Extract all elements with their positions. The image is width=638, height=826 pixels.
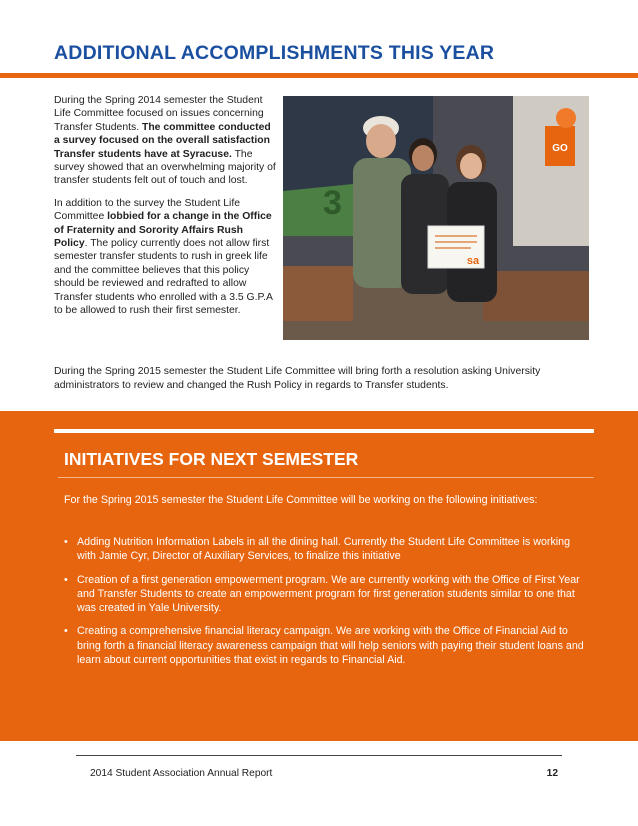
initiatives-list	[64, 535, 584, 676]
list-item	[64, 624, 584, 667]
survey-paragraph	[54, 94, 276, 188]
footer-rule	[76, 755, 562, 756]
committee-photo-illustration	[283, 96, 589, 340]
initiatives-heading-rule	[58, 477, 594, 478]
svg-text:3: 3	[323, 184, 342, 222]
initiative-text: Adding Nutrition Information Labels in all the dining hall. Currently the Student Life Committee is working with Jamie Cyr, Director of Auxiliary Services, to finalize this initiative	[77, 536, 571, 563]
initiative-text: Creating a comprehensive financial literacy campaign. We are working with the Office of Financial Aid to bring forth a financial literacy awareness campaign that will help seniors with paying their student loans and learn about current opportunities that exist in regards to Financial Aid.	[77, 625, 584, 666]
rush-policy-paragraph	[54, 197, 276, 318]
poster-text: GO	[552, 143, 568, 154]
committee-photo	[283, 96, 589, 340]
rush-resolution-paragraph: During the Spring 2015 semester the Student Life Committee will bring forth a resolution asking University administrators to review and changed the Rush Policy in regards to Transfer students.	[54, 366, 541, 391]
bullet-icon: •	[64, 625, 68, 638]
rush-highlight: lobbied for a change in the Office of Fraternity and Sorority Affairs Rush Policy	[54, 211, 272, 250]
sign-logo: sa	[466, 255, 480, 267]
initiatives-intro: For the Spring 2015 semester the Student Life Committee will be working on the following initiatives:	[64, 494, 538, 506]
initiative-text: Creation of a first generation empowerment program. We are currently working with the Office of First Year and Transfer Students to create an empowerment program for first generation students similar to one that was created in Yale University.	[77, 573, 580, 614]
rush-text-end: . The policy currently does not allow first semester transfer students to rush in greek life and the committee believes that this policy should be reviewed and redrafted to allow Transfer students who enrolled with a 3.5 G.P.A to be allowed to rush their first semester.	[54, 238, 273, 317]
initiatives-heading: INITIATIVES FOR NEXT SEMESTER	[64, 449, 359, 469]
initiatives-panel	[0, 411, 638, 741]
page-number: 12	[546, 768, 558, 779]
footer-report-name: 2014 Student Association Annual Report	[90, 768, 273, 779]
survey-text-start: During the Spring 2014 semester the Student Life Committee focused on issues concerning Transfer Students.	[54, 95, 264, 133]
list-item	[64, 535, 584, 563]
bullet-icon: •	[64, 536, 68, 548]
survey-highlight: The committee conducted a survey focused on the overall satisfaction Transfer students have at Syracuse.	[54, 121, 271, 160]
list-item	[64, 573, 584, 616]
survey-text-end: The survey showed that an overwhelming majority of transfer students felt out of touch and lost.	[54, 148, 276, 187]
title-underline-rule	[0, 73, 638, 78]
rush-text-start: In addition to the survey the Student Life Committee	[54, 197, 241, 223]
page-title: ADDITIONAL ACCOMPLISHMENTS THIS YEAR	[54, 42, 495, 64]
initiatives-top-rule	[54, 429, 594, 433]
bullet-icon: •	[64, 573, 68, 586]
accomplishments-text-column	[54, 94, 276, 327]
